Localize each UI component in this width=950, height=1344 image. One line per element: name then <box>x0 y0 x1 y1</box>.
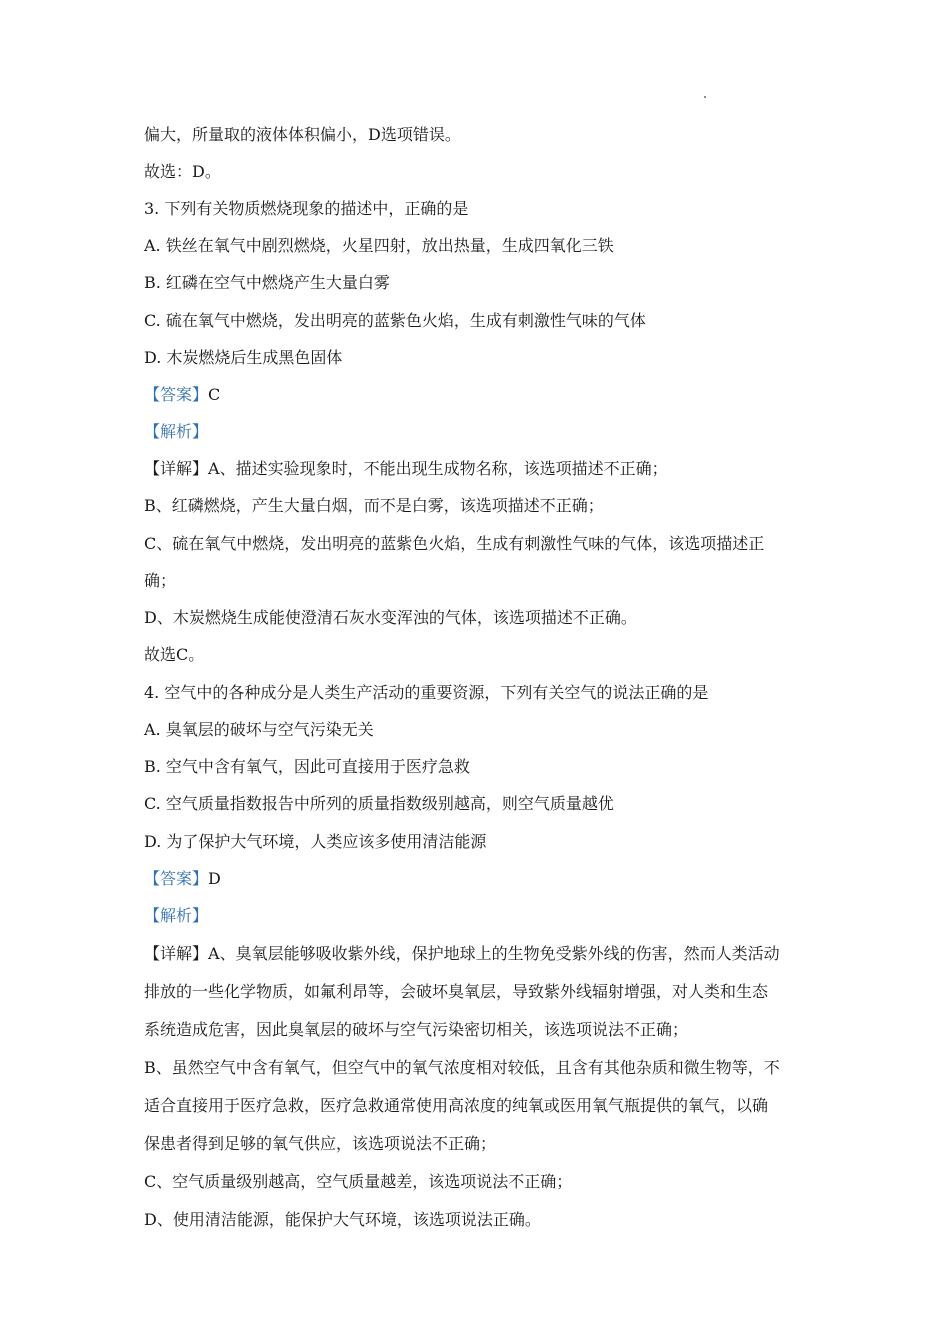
answer-line <box>144 868 814 890</box>
line-text: C、空气质量级别越高，空气质量越差，该选项说法不正确； <box>144 1172 573 1191</box>
line-text: D. 木炭燃烧后生成黑色固体 <box>144 348 343 367</box>
text-line <box>144 1209 814 1231</box>
option-d <box>144 831 814 853</box>
line-text: 故选：D。 <box>144 162 221 181</box>
line-text: A. 铁丝在氧气中剧烈燃烧，火星四射，放出热量，生成四氧化三铁 <box>144 236 614 255</box>
line-text: B、虽然空气中含有氧气，但空气中的氧气浓度相对较低，且含有其他杂质和微生物等，不 <box>144 1058 780 1077</box>
line-text: 故选C。 <box>144 645 205 664</box>
line-text: 偏大，所量取的液体体积偏小，D选项错误。 <box>144 125 461 144</box>
line-text: D、木炭燃烧生成能使澄清石灰水变浑浊的气体，该选项描述不正确。 <box>144 608 637 627</box>
option-b <box>144 756 814 778</box>
analysis-line <box>144 421 814 443</box>
line-text: 4. 空气中的各种成分是人类生产活动的重要资源，下列有关空气的说法正确的是 <box>144 683 709 702</box>
line-text: B、红磷燃烧，产生大量白烟，而不是白雾，该选项描述不正确； <box>144 496 604 515</box>
option-b <box>144 272 814 294</box>
analysis-tag: 【解析】 <box>144 422 209 441</box>
text-line <box>144 570 814 592</box>
text-line <box>144 1019 814 1041</box>
question-3 <box>144 198 814 220</box>
text-line <box>144 644 814 666</box>
line-text: B. 空气中含有氧气，因此可直接用于医疗急救 <box>144 757 470 776</box>
text-line <box>144 161 814 183</box>
analysis-line <box>144 905 814 927</box>
option-c <box>144 793 814 815</box>
text-line <box>144 124 814 146</box>
line-text: C. 硫在氧气中燃烧，发出明亮的蓝紫色火焰，生成有刺激性气味的气体 <box>144 311 646 330</box>
answer-tag: 【答案】 <box>144 385 209 404</box>
answer-tag: 【答案】 <box>144 869 209 888</box>
line-text: A. 臭氧层的破坏与空气污染无关 <box>144 720 374 739</box>
line-text: 排放的一些化学物质，如氟利昂等，会破坏臭氧层，导致紫外线辐射增强，对人类和生态 <box>144 982 769 1001</box>
line-text: 适合直接用于医疗急救，医疗急救通常使用高浓度的纯氧或医用氧气瓶提供的氧气，以确 <box>144 1096 769 1115</box>
line-text: D、使用清洁能源，能保护大气环境，该选项说法正确。 <box>144 1210 541 1229</box>
line-text: 系统造成危害，因此臭氧层的破坏与空气污染密切相关，该选项说法不正确； <box>144 1020 689 1039</box>
detail-line <box>144 458 814 480</box>
answer-line <box>144 384 814 406</box>
analysis-tag: 【解析】 <box>144 906 209 925</box>
line-text: 3. 下列有关物质燃烧现象的描述中，正确的是 <box>144 199 469 218</box>
page-mark <box>704 96 706 98</box>
line-text: 保患者得到足够的氧气供应，该选项说法不正确； <box>144 1134 497 1153</box>
option-c <box>144 310 814 332</box>
text-line <box>144 607 814 629</box>
line-text: D. 为了保护大气环境，人类应该多使用清洁能源 <box>144 832 487 851</box>
text-line <box>144 1057 814 1079</box>
answer-value: D <box>208 869 221 888</box>
line-text: A、描述实验现象时，不能出现生成物名称，该选项描述不正确； <box>208 459 668 478</box>
option-a <box>144 719 814 741</box>
text-line <box>144 1171 814 1193</box>
line-text: B. 红磷在空气中燃烧产生大量白雾 <box>144 273 390 292</box>
text-line <box>144 533 814 555</box>
detail-tag: 【详解】 <box>144 459 209 478</box>
answer-value: C <box>208 385 221 404</box>
option-a <box>144 235 814 257</box>
line-text: 确； <box>144 571 177 590</box>
text-line <box>144 981 814 1003</box>
text-line <box>144 1095 814 1117</box>
question-4 <box>144 682 814 704</box>
text-line <box>144 495 814 517</box>
line-text: C. 空气质量指数报告中所列的质量指数级别越高，则空气质量越优 <box>144 794 614 813</box>
detail-line <box>144 943 814 965</box>
text-line <box>144 1133 814 1155</box>
detail-tag: 【详解】 <box>144 944 209 963</box>
option-d <box>144 347 814 369</box>
line-text: C、硫在氧气中燃烧，发出明亮的蓝紫色火焰，生成有刺激性气味的气体，该选项描述正 <box>144 534 765 553</box>
line-text: A、臭氧层能够吸收紫外线，保护地球上的生物免受紫外线的伤害，然而人类活动 <box>208 944 780 963</box>
